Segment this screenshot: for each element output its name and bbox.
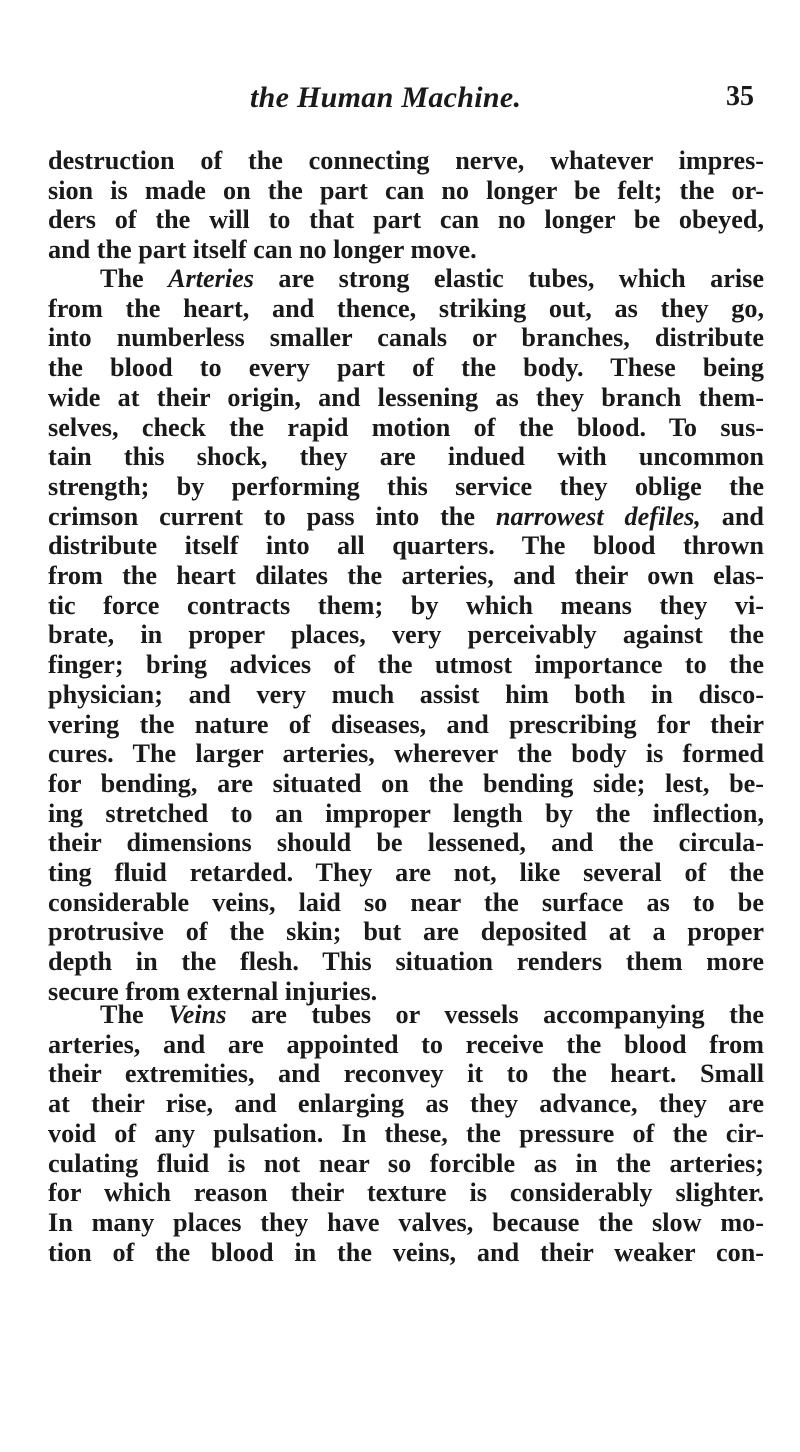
text-line: ting fluid retarded. They are not, like several of the (48, 858, 764, 888)
term-narrowest-defiles: narrowest defiles, (495, 501, 701, 531)
text-line: sion is made on the part can no longer be felt; the or- (48, 175, 764, 205)
text-line: arteries, and are appointed to receive the blood from (48, 1029, 764, 1059)
text-line: for bending, are situated on the bending side; lest, be- (48, 768, 764, 798)
text-line: selves, check the rapid motion of the blood. To sus- (48, 412, 764, 442)
text-line: In many places they have valves, because the slow mo- (48, 1207, 764, 1237)
text-line: the blood to every part of the body. These being (48, 353, 764, 383)
text-line: distribute itself into all quarters. The blood thrown (48, 531, 764, 561)
text-line: and the part itself can no longer move. (48, 235, 477, 265)
text-line: tain this shock, they are indued with uncommon (48, 442, 764, 472)
text-line: from the heart, and thence, striking out, as they go, (48, 293, 764, 323)
text-line: tic force contracts them; by which means they vi- (48, 590, 764, 620)
text-line: from the heart dilates the arteries, and their own elas- (48, 561, 764, 591)
term-arteries: Arteries (168, 264, 254, 293)
text-line: depth in the flesh. This situation renders them more (48, 947, 764, 977)
text-line: culating fluid is not near so forcible as in the arteries; (48, 1148, 764, 1178)
text-line-lead (48, 264, 764, 294)
text-line: protrusive of the skin; but are deposited at a proper (48, 917, 764, 947)
lead-rest: are tubes or vessels accompanying the (226, 1000, 764, 1029)
line-before: crimson current to pass into the (48, 501, 496, 531)
text-line: tion of the blood in the veins, and their weaker con- (48, 1237, 764, 1267)
term-veins: Veins (168, 1000, 227, 1029)
text-line: their extremities, and reconvey it to the heart. Small (48, 1059, 764, 1089)
lead-plain: The (100, 264, 169, 293)
paragraph-arteries (48, 264, 764, 1007)
text-line: strength; by performing this service they oblige the (48, 471, 764, 501)
text-line: brate, in proper places, very perceivably against the (48, 620, 764, 650)
text-line: for which reason their texture is considerably slighter. (48, 1178, 764, 1208)
text-line: at their rise, and enlarging as they advance, they are (48, 1089, 764, 1119)
text-line: secure from external injuries. (48, 976, 378, 1006)
text-line: into numberless smaller canals or branches, distribute (48, 323, 764, 353)
text-line: their dimensions should be lessened, and the circula- (48, 828, 764, 858)
page-number: 35 (726, 81, 754, 112)
running-head-title: the Human Machine. (250, 81, 522, 114)
text-line: vering the nature of diseases, and prescribing for their (48, 709, 764, 739)
text-line: physician; and very much assist him both in disco- (48, 679, 764, 709)
text-line: cures. The larger arteries, wherever the body is formed (48, 739, 764, 769)
text-line: destruction of the connecting nerve, whatever impres- (48, 146, 764, 175)
text-line: ing stretched to an improper length by the inflection, (48, 798, 764, 828)
text-line-lead (48, 1000, 764, 1030)
lead-plain: The (100, 1000, 169, 1029)
paragraph-veins (48, 1000, 764, 1267)
text-line: finger; bring advices of the utmost importance to the (48, 650, 764, 680)
line-after: and (700, 501, 764, 531)
lead-rest: are strong elastic tubes, which arise (253, 264, 764, 293)
text-line: void of any pulsation. In these, the pressure of the cir- (48, 1118, 764, 1148)
text-line-mixed (48, 502, 764, 532)
text-line: ders of the will to that part can no longer be obeyed, (48, 205, 764, 235)
text-line: considerable veins, laid so near the surface as to be (48, 887, 764, 917)
paragraph-nerve-continuation (48, 146, 764, 265)
text-line: wide at their origin, and lessening as they branch them- (48, 382, 764, 412)
